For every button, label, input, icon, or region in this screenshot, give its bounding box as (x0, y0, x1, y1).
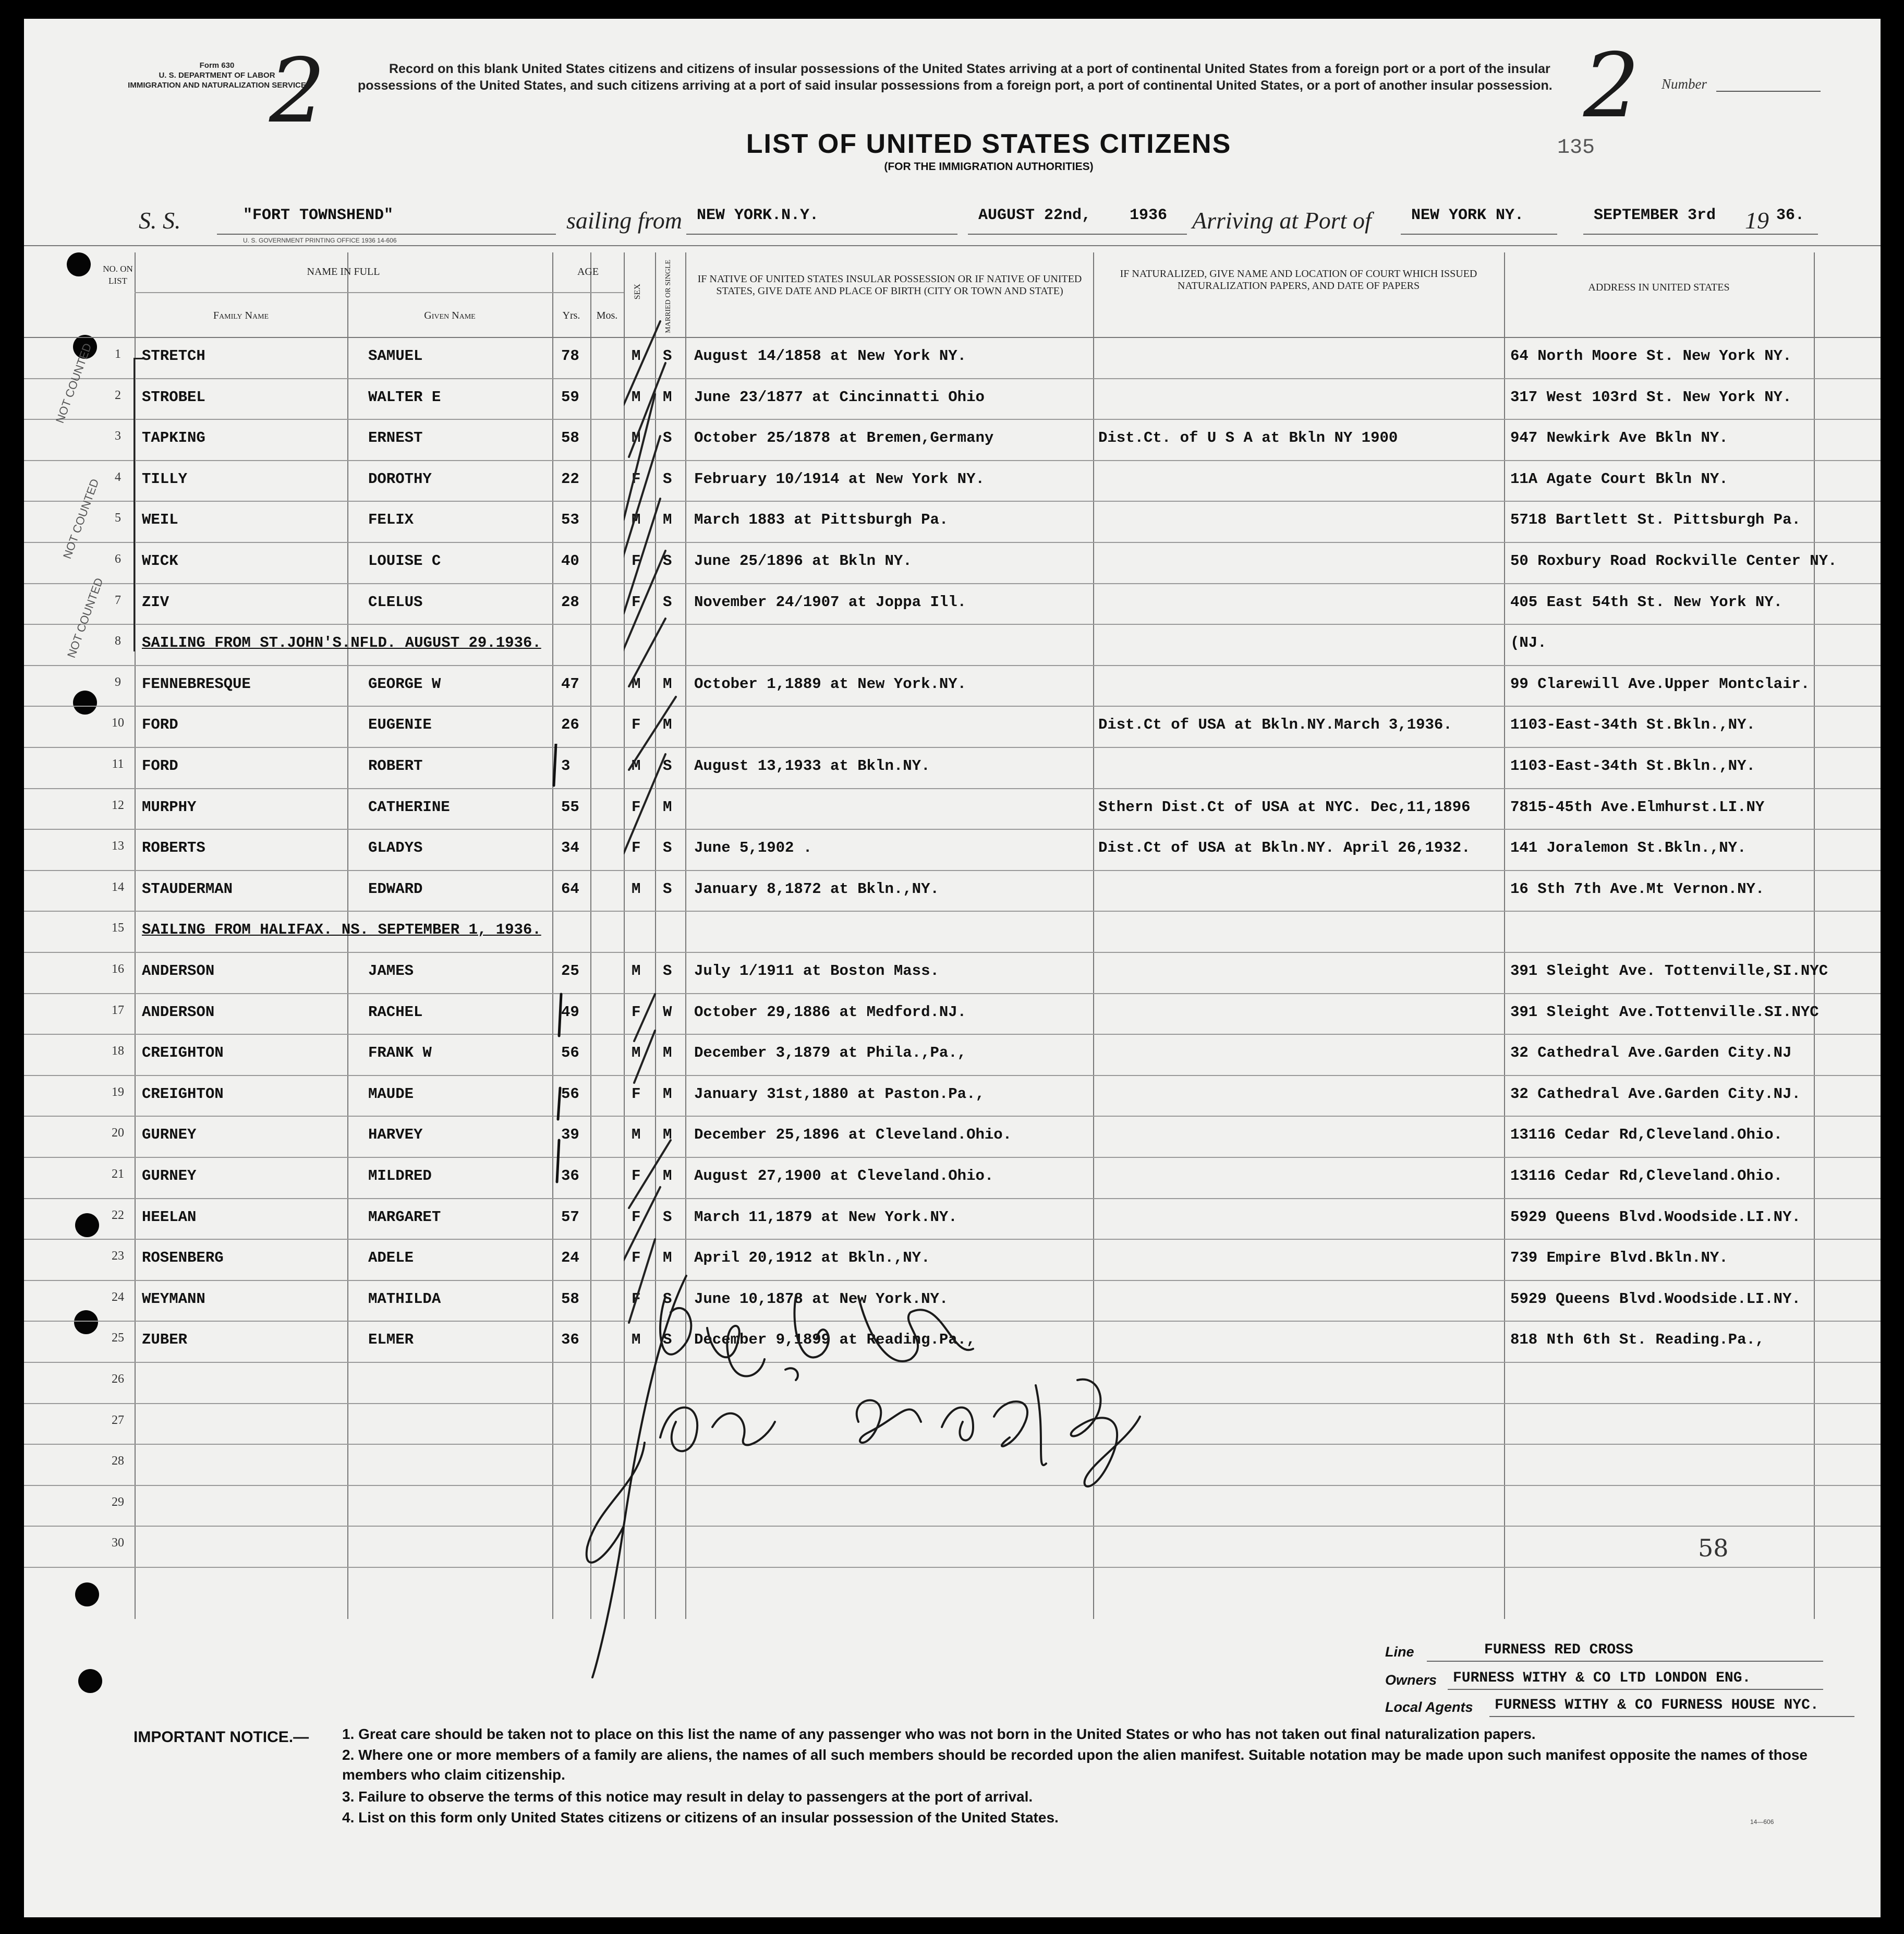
table-row (24, 788, 1881, 829)
header-rule (24, 245, 1881, 246)
given-name: WALTER E (368, 389, 441, 406)
family-name: MURPHY (142, 799, 197, 816)
table-row (24, 829, 1881, 869)
address: 947 Newkirk Ave Bkln NY. (1510, 429, 1728, 446)
age-years: 40 (561, 552, 579, 570)
row-number: 14 (112, 880, 124, 894)
birth-details: February 10/1914 at New York NY. (694, 470, 985, 488)
sex: F (632, 1004, 641, 1021)
age-years: 24 (561, 1249, 579, 1266)
address: 5929 Queens Blvd.Woodside.LI.NY. (1510, 1290, 1801, 1308)
col-header-sex: SEX (633, 284, 642, 300)
table-row (24, 337, 1881, 378)
row-number: 17 (112, 1004, 124, 1017)
address: 11A Agate Court Bkln NY. (1510, 470, 1728, 488)
address: 391 Sleight Ave. Tottenville,SI.NYC (1510, 962, 1828, 980)
address: 13116 Cedar Rd,Cleveland.Ohio. (1510, 1126, 1783, 1143)
given-name: JAMES (368, 962, 414, 980)
notice-item: 2. Where one or more members of a family are aliens, the names of all such members should be recorded upon the alien manifest. Suitable notation may be made upon such manifest opposite the names of those members who claim citizenship. (342, 1747, 1808, 1783)
age-years: 59 (561, 389, 579, 406)
marital-status: M (663, 799, 672, 816)
marital-status: M (663, 1126, 672, 1143)
family-name: STROBEL (142, 389, 205, 406)
agents-value: FURNESS WITHY & CO FURNESS HOUSE NYC. (1495, 1697, 1819, 1713)
table-row (24, 952, 1881, 993)
col-header-age: AGE (577, 266, 599, 277)
row-number: 24 (112, 1290, 124, 1304)
marital-status: S (663, 1331, 672, 1348)
address: 5718 Bartlett St. Pittsburgh Pa. (1510, 511, 1801, 528)
signature (577, 1265, 1166, 1683)
col-header-mos: Mos. (596, 310, 618, 321)
sex: F (632, 1167, 641, 1184)
col-header-address: ADDRESS IN UNITED STATES (1588, 282, 1730, 293)
departure-date-line (968, 234, 1187, 235)
marital-status: S (663, 1208, 672, 1226)
row-number: 23 (112, 1249, 124, 1263)
page-title: LIST OF UNITED STATES CITIZENS (746, 129, 1232, 159)
notice-item: 3. Failure to observe the terms of this notice may result in delay to passengers at the port of arrival. (342, 1788, 1033, 1805)
naturalization-details: Dist.Ct of USA at Bkln.NY. April 26,1932. (1098, 839, 1471, 856)
given-name: HARVEY (368, 1126, 423, 1143)
age-years: 28 (561, 594, 579, 611)
marital-status: M (663, 511, 672, 528)
number-line (1716, 91, 1821, 92)
age-years: 55 (561, 799, 579, 816)
age-years: 34 (561, 839, 579, 856)
row-number: 7 (115, 594, 121, 607)
given-name: ERNEST (368, 429, 423, 446)
marital-status: M (663, 1085, 672, 1103)
sex: M (632, 675, 641, 693)
birth-details: July 1/1911 at Boston Mass. (694, 962, 939, 980)
birth-details: October 1,1889 at New York.NY. (694, 675, 967, 693)
department: U. S. DEPARTMENT OF LABOR (159, 71, 275, 80)
address: 7815-45th Ave.Elmhurst.LI.NY (1510, 799, 1765, 816)
arriving-label: Arriving at Port of (1192, 207, 1372, 234)
marital-status: S (663, 552, 672, 570)
naturalization-details: Dist.Ct. of U S A at Bkln NY 1900 (1098, 429, 1398, 446)
row-number: 30 (112, 1536, 124, 1550)
family-name: ZUBER (142, 1331, 188, 1348)
given-name: RACHEL (368, 1004, 423, 1021)
address: 739 Empire Blvd.Bkln.NY. (1510, 1249, 1728, 1266)
row-number: 28 (112, 1454, 124, 1468)
address: 13116 Cedar Rd,Cleveland.Ohio. (1510, 1167, 1783, 1184)
tick-marks (624, 300, 718, 1396)
birth-details: January 31st,1880 at Paston.Pa., (694, 1085, 985, 1103)
owners-label: Owners (1385, 1672, 1437, 1688)
table-row (24, 378, 1881, 419)
form-code: 14—606 (1750, 1818, 1774, 1826)
family-name: ANDERSON (142, 1004, 215, 1021)
arrival-date-line (1583, 234, 1818, 235)
age-years: 36 (561, 1167, 579, 1184)
birth-details: December 9,1899 at Reading.Pa., (694, 1331, 976, 1348)
sex: M (632, 757, 641, 775)
address: 1103-East-34th St.Bkln.,NY. (1510, 757, 1755, 775)
col-header-no: NO. ON LIST (103, 264, 133, 286)
age-years: 58 (561, 1290, 579, 1308)
sex: M (632, 1331, 641, 1348)
given-name: EDWARD (368, 880, 423, 898)
line-value: FURNESS RED CROSS (1484, 1642, 1633, 1658)
address: 818 Nth 6th St. Reading.Pa., (1510, 1331, 1765, 1348)
row-number: 29 (112, 1495, 124, 1509)
table-row (24, 1034, 1881, 1074)
address: 317 West 103rd St. New York NY. (1510, 389, 1792, 406)
marital-status: S (663, 757, 672, 775)
address: 391 Sleight Ave.Tottenville.SI.NYC (1510, 1004, 1819, 1021)
row-number: 21 (112, 1167, 124, 1181)
given-name: FELIX (368, 511, 414, 528)
family-name: GURNEY (142, 1167, 197, 1184)
age-years: 47 (561, 675, 579, 693)
given-name: GEORGE W (368, 675, 441, 693)
departure-port: NEW YORK.N.Y. (697, 207, 819, 224)
sex: M (632, 962, 641, 980)
bracket-mark (134, 358, 145, 651)
age-years: 78 (561, 347, 579, 365)
address: 5929 Queens Blvd.Woodside.LI.NY. (1510, 1208, 1801, 1226)
given-name: FRANK W (368, 1044, 432, 1061)
sex: F (632, 1208, 641, 1226)
family-name: GURNEY (142, 1126, 197, 1143)
age-years: 3 (561, 757, 571, 775)
age-years: 25 (561, 962, 579, 980)
col-header-naturalized: IF NATURALIZED, GIVE NAME AND LOCATION OF COURT WHICH ISSUED NATURALIZATION PAPERS, AND DATE OF PAPERS (1120, 268, 1477, 292)
birth-details: March 11,1879 at New York.NY. (694, 1208, 957, 1226)
given-name: EUGENIE (368, 716, 432, 733)
record-instructions: Record on this blank United States citizens and citizens of insular possessions of the United States arriving at a port of continental United States from a foreign port or a port of the insular possessions of the United States, and such citizens arriving at a port of said insular possessions from a foreign port, a port of continental United States, or a port of another insular possession. (358, 62, 1553, 93)
naturalization-details: Dist.Ct of USA at Bkln.NY.March 3,1936. (1098, 716, 1452, 733)
marital-status: S (663, 347, 672, 365)
age-years: 49 (561, 1004, 579, 1021)
departure-port-line (686, 234, 957, 235)
marital-status: S (663, 839, 672, 856)
col-header-married-or-single: MARRIED OR SINGLE (664, 260, 672, 333)
given-name: ROBERT (368, 757, 423, 775)
birth-details: November 24/1907 at Joppa Ill. (694, 594, 967, 611)
row-number: 1 (115, 347, 121, 361)
sex: F (632, 552, 641, 570)
row-number: 8 (115, 634, 121, 648)
family-name: FENNEBRESQUE (142, 675, 251, 693)
naturalization-details: Sthern Dist.Ct of USA at NYC. Dec,11,1896 (1098, 799, 1471, 816)
service: IMMIGRATION AND NATURALIZATION SERVICE (128, 81, 306, 90)
notice-item: 4. List on this form only United States citizens or citizens of an insular possession of the United States. (342, 1809, 1059, 1826)
marital-status: W (663, 1004, 672, 1021)
agents-rule (1489, 1716, 1854, 1717)
table-row (24, 911, 1881, 951)
address: 64 North Moore St. New York NY. (1510, 347, 1792, 365)
sex: M (632, 1044, 641, 1061)
address: 50 Roxbury Road Rockville Center NY. (1510, 552, 1837, 570)
arrival-date: SEPTEMBER 3rd (1594, 207, 1716, 224)
table-row (24, 1116, 1881, 1156)
birth-details: December 25,1896 at Cleveland.Ohio. (694, 1126, 1012, 1143)
marital-status: S (663, 594, 672, 611)
row-number: 10 (112, 716, 124, 730)
row-number: 11 (112, 757, 124, 771)
row-number: 25 (112, 1331, 124, 1345)
birth-details: August 14/1858 at New York NY. (694, 347, 967, 365)
family-name: CREIGHTON (142, 1044, 224, 1061)
family-name: STAUDERMAN (142, 880, 233, 898)
row-number: 26 (112, 1372, 124, 1386)
table-row (24, 542, 1881, 583)
table-row (24, 706, 1881, 746)
table-row (24, 665, 1881, 706)
table-row (24, 460, 1881, 501)
form-number: Form 630 (199, 61, 235, 70)
table-row (24, 419, 1881, 460)
handwritten-number-left: 2 (269, 40, 326, 143)
departure-date: AUGUST 22nd, (978, 207, 1092, 224)
table-row (24, 1075, 1881, 1116)
arrival-port: NEW YORK NY. (1411, 207, 1524, 224)
row-number: 3 (115, 429, 121, 443)
row-number: 6 (115, 552, 121, 566)
table-row (24, 583, 1881, 624)
address: 1103-East-34th St.Bkln.,NY. (1510, 716, 1755, 733)
row-number: 9 (115, 675, 121, 689)
birth-details: August 27,1900 at Cleveland.Ohio. (694, 1167, 994, 1184)
notice-item: 1. Great care should be taken not to place on this list the name of any passenger who was not born in the United States or who has not taken out final naturalization papers. (342, 1726, 1536, 1742)
birth-details: March 1883 at Pittsburgh Pa. (694, 511, 949, 528)
notice-heading: IMPORTANT NOTICE.— (134, 1728, 309, 1746)
marital-status: M (663, 389, 672, 406)
sex: F (632, 839, 641, 856)
family-name: WICK (142, 552, 178, 570)
birth-details: October 25/1878 at Bremen,Germany (694, 429, 994, 446)
birth-details: April 20,1912 at Bkln.,NY. (694, 1249, 930, 1266)
header-divider (552, 292, 624, 293)
address: 141 Joralemon St.Bkln.,NY. (1510, 839, 1747, 856)
row-number: 19 (112, 1085, 124, 1099)
sex: M (632, 347, 641, 365)
table-row (24, 747, 1881, 788)
given-name: MATHILDA (368, 1290, 441, 1308)
col-header-given-name: Given Name (424, 310, 476, 321)
family-name: FORD (142, 757, 178, 775)
row-number: 18 (112, 1044, 124, 1058)
section-heading: SAILING FROM HALIFAX. NS. SEPTEMBER 1, 1936. (142, 921, 541, 938)
sex: F (632, 594, 641, 611)
family-name: HEELAN (142, 1208, 197, 1226)
row-number: 22 (112, 1208, 124, 1222)
section-heading: SAILING FROM ST.JOHN'S.NFLD. AUGUST 29.1936. (142, 634, 541, 651)
marital-status: M (663, 716, 672, 733)
family-name: WEYMANN (142, 1290, 205, 1308)
arrival-year-prefix: 19 (1745, 207, 1769, 234)
ship-name: "FORT TOWNSHEND" (243, 207, 394, 224)
family-name: FORD (142, 716, 178, 733)
col-header-native: IF NATIVE OF UNITED STATES INSULAR POSSESSION OR IF NATIVE OF UNITED STATES, GIVE DATE AND PLACE OF BIRTH (CITY OR TOWN AND STATE) (697, 273, 1082, 297)
age-years: 56 (561, 1085, 579, 1103)
row-number: 16 (112, 962, 124, 976)
sex: M (632, 1126, 641, 1143)
marital-status: S (663, 429, 672, 446)
age-years: 58 (561, 429, 579, 446)
owners-value: FURNESS WITHY & CO LTD LONDON ENG. (1453, 1670, 1751, 1686)
manifest-sheet (24, 19, 1881, 1917)
row-number: 2 (115, 389, 121, 402)
given-name: MARGARET (368, 1208, 441, 1226)
sex: M (632, 429, 641, 446)
age-years: 56 (561, 1044, 579, 1061)
table-row (24, 1198, 1881, 1239)
table-row (24, 993, 1881, 1034)
family-name: ROBERTS (142, 839, 205, 856)
given-name: CLELUS (368, 594, 423, 611)
age-years: 57 (561, 1208, 579, 1226)
marital-status: S (663, 470, 672, 488)
family-name: TAPKING (142, 429, 205, 446)
ship-line (217, 234, 556, 235)
line-label: Line (1385, 1644, 1414, 1660)
handwritten-number-right: 2 (1583, 34, 1640, 138)
marital-status: S (663, 962, 672, 980)
given-name: GLADYS (368, 839, 423, 856)
sex: F (632, 716, 641, 733)
sex: M (632, 389, 641, 406)
gpo-line: U. S. GOVERNMENT PRINTING OFFICE 1936 14-606 (243, 237, 397, 244)
family-name: WEIL (142, 511, 178, 528)
birth-details: June 23/1877 at Cincinnatti Ohio (694, 389, 985, 406)
age-years: 53 (561, 511, 579, 528)
marital-status: M (663, 1167, 672, 1184)
birth-details: October 29,1886 at Medford.NJ. (694, 1004, 967, 1021)
row-number: 4 (115, 470, 121, 484)
row-number: 13 (112, 839, 124, 853)
header-divider (135, 292, 552, 293)
ss-label: S. S. (139, 207, 181, 234)
sex: M (632, 511, 641, 528)
address: 16 Sth 7th Ave.Mt Vernon.NY. (1510, 880, 1765, 898)
number-label: Number (1662, 76, 1707, 92)
family-name: ANDERSON (142, 962, 215, 980)
birth-details: June 25/1896 at Bkln NY. (694, 552, 912, 570)
family-name: ZIV (142, 594, 169, 611)
col-header-family-name: Family Name (213, 310, 269, 321)
table-row (24, 870, 1881, 911)
marital-status: M (663, 1249, 672, 1266)
not-counted-stamp: NOT COUNTED (60, 477, 102, 561)
arrival-year: 36. (1776, 207, 1805, 224)
sex: F (632, 799, 641, 816)
birth-details: June 10,1878 at New York.NY. (694, 1290, 949, 1308)
row-number: 5 (115, 511, 121, 525)
given-name: MILDRED (368, 1167, 432, 1184)
row-number: 12 (112, 799, 124, 812)
family-name: CREIGHTON (142, 1085, 224, 1103)
age-years: 22 (561, 470, 579, 488)
given-name: MAUDE (368, 1085, 414, 1103)
row-number: 20 (112, 1126, 124, 1140)
given-name: ADELE (368, 1249, 414, 1266)
given-name: ELMER (368, 1331, 414, 1348)
page-subtitle: (FOR THE IMMIGRATION AUTHORITIES) (884, 161, 1094, 173)
sex: F (632, 1085, 641, 1103)
sex: M (632, 880, 641, 898)
address: (NJ. (1510, 634, 1547, 651)
birth-details: August 13,1933 at Bkln.NY. (694, 757, 930, 775)
birth-details: June 5,1902 . (694, 839, 812, 856)
col-header-yrs: Yrs. (562, 310, 580, 321)
age-years: 26 (561, 716, 579, 733)
age-years: 64 (561, 880, 579, 898)
address: 32 Cathedral Ave.Garden City.NJ (1510, 1044, 1792, 1061)
family-name: STRETCH (142, 347, 205, 365)
birth-details: December 3,1879 at Phila.,Pa., (694, 1044, 967, 1061)
marital-status: S (663, 880, 672, 898)
age-years: 36 (561, 1331, 579, 1348)
punch-hole (78, 1669, 102, 1693)
address: 99 Clarewill Ave.Upper Montclair. (1510, 675, 1810, 693)
family-name: ROSENBERG (142, 1249, 224, 1266)
row-number: 27 (112, 1413, 124, 1427)
table-row (24, 624, 1881, 664)
sex: F (632, 1249, 641, 1266)
departure-year: 1936 (1130, 207, 1168, 224)
marital-status: M (663, 675, 672, 693)
not-counted-stamp: NOT COUNTED (53, 341, 94, 425)
arrival-port-line (1401, 234, 1557, 235)
owners-rule (1448, 1689, 1823, 1690)
stamped-page-number: 135 (1557, 136, 1595, 160)
row-number: 15 (112, 921, 124, 935)
col-header-name-in-full: NAME IN FULL (307, 266, 380, 277)
given-name: CATHERINE (368, 799, 450, 816)
family-name: TILLY (142, 470, 188, 488)
marital-status: M (663, 1044, 672, 1061)
address: 405 East 54th St. New York NY. (1510, 594, 1783, 611)
table-row (24, 1157, 1881, 1198)
not-counted-stamp: NOT COUNTED (65, 576, 106, 660)
line-rule (1427, 1661, 1823, 1662)
tally-marks (545, 744, 577, 1213)
table-row (24, 501, 1881, 541)
marital-status: S (663, 1290, 672, 1308)
birth-details: January 8,1872 at Bkln.,NY. (694, 880, 939, 898)
sex: F (632, 1290, 641, 1308)
age-years: 39 (561, 1126, 579, 1143)
given-name: SAMUEL (368, 347, 423, 365)
sailing-from-label: sailing from (566, 207, 682, 234)
page-total: 58 (1698, 1534, 1729, 1562)
given-name: DOROTHY (368, 470, 432, 488)
given-name: LOUISE C (368, 552, 441, 570)
address: 32 Cathedral Ave.Garden City.NJ. (1510, 1085, 1801, 1103)
agents-label: Local Agents (1385, 1699, 1473, 1715)
sex: F (632, 470, 641, 488)
